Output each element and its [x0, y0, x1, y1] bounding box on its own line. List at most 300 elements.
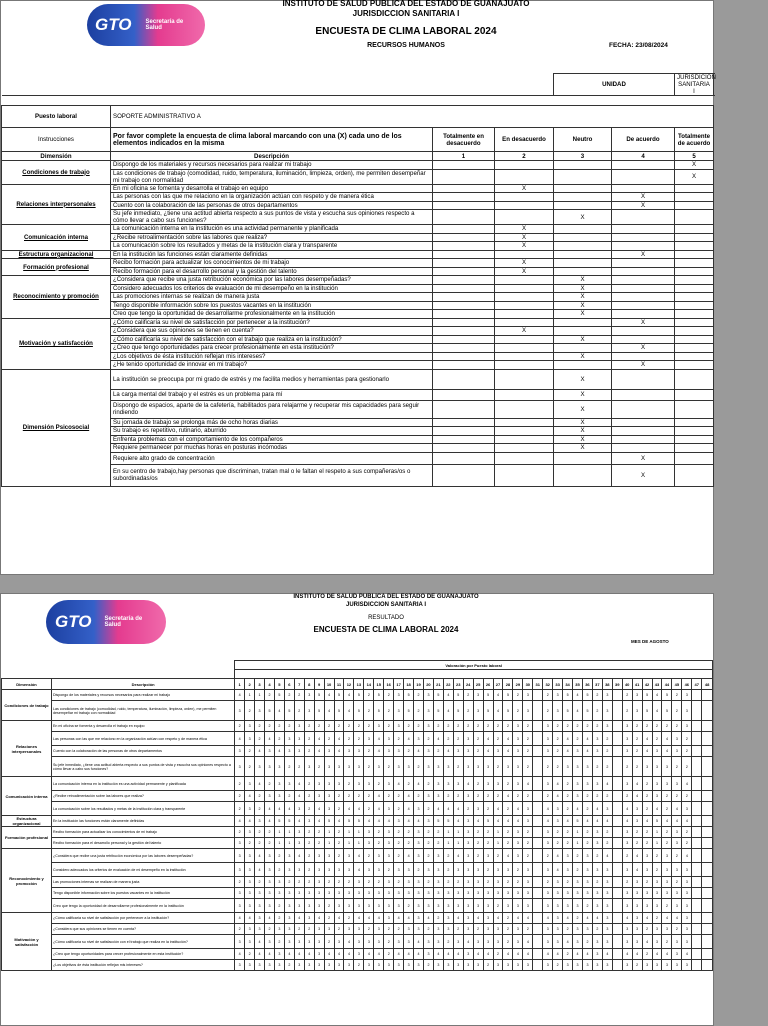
score-cell: 4	[543, 816, 553, 827]
rating-cell-1[interactable]	[433, 444, 495, 453]
score-cell: 4	[642, 816, 652, 827]
score-cell: 5	[503, 690, 513, 701]
rating-cell-2[interactable]	[495, 210, 554, 225]
score-cell: 5	[582, 690, 592, 701]
score-cell: 3	[374, 863, 384, 877]
score-cell: 3	[513, 838, 523, 849]
rating-cell-1[interactable]	[433, 335, 495, 344]
rating-cell-1[interactable]	[433, 310, 495, 319]
rating-cell-2[interactable]	[495, 310, 554, 319]
score-cell: 2	[652, 849, 662, 863]
rating-cell-4[interactable]	[612, 284, 675, 293]
score-cell: 3	[344, 960, 354, 971]
score-cell: 3	[324, 849, 334, 863]
rating-cell-5[interactable]	[675, 327, 714, 336]
score-cell: 3	[334, 863, 344, 877]
rating-cell-4[interactable]	[612, 259, 675, 268]
respondent-column-header: 25	[473, 679, 483, 690]
rating-cell-3[interactable]: X	[554, 352, 612, 361]
rating-cell-4[interactable]: X	[612, 318, 675, 327]
score-cell: 2	[602, 757, 612, 777]
score-cell: 2	[503, 935, 513, 949]
rating-cell-1[interactable]	[433, 301, 495, 310]
score-cell: 3	[245, 888, 255, 899]
score-cell: 3	[404, 935, 414, 949]
score-cell: 2	[672, 701, 682, 721]
rating-cell-1[interactable]	[433, 327, 495, 336]
score-cell: 2	[483, 802, 493, 816]
rating-cell-1[interactable]	[433, 344, 495, 353]
rating-cell-1[interactable]	[433, 361, 495, 370]
score-cell: 2	[602, 838, 612, 849]
score-cell: 2	[543, 849, 553, 863]
score-cell: 3	[592, 949, 602, 960]
rating-cell-2[interactable]: X	[495, 233, 554, 242]
score-cell: 2	[573, 721, 583, 732]
rating-cell-5[interactable]	[675, 201, 714, 210]
rating-cell-2[interactable]	[495, 389, 554, 400]
score-cell: 4	[443, 746, 453, 757]
item-description: ¿Cómo calificaría su nivel de satisfacción con el trabajo que realiza en la institución?	[111, 335, 433, 344]
rating-cell-5[interactable]	[675, 435, 714, 444]
score-cell: 3	[384, 827, 394, 838]
rating-cell-4[interactable]	[612, 418, 675, 427]
rating-cell-5[interactable]	[675, 193, 714, 202]
rating-cell-3[interactable]	[554, 267, 612, 276]
score-cell: 2	[334, 924, 344, 935]
rating-cell-2[interactable]	[495, 201, 554, 210]
score-cell: 2	[453, 791, 463, 802]
rating-cell-4[interactable]	[612, 369, 675, 389]
rating-cell-5[interactable]	[675, 259, 714, 268]
rating-cell-1[interactable]	[433, 161, 495, 170]
score-cell: 2	[304, 721, 314, 732]
rating-cell-3[interactable]	[554, 169, 612, 184]
rating-cell-5[interactable]	[675, 444, 714, 453]
score-cell: 2	[354, 960, 364, 971]
results-item-description: Tengo disponible información sobre los puestos vacantes en la institución	[52, 888, 235, 899]
score-cell: 3	[284, 888, 294, 899]
rating-cell-2[interactable]	[495, 284, 554, 293]
rating-cell-3[interactable]	[554, 464, 612, 486]
score-cell: 4	[632, 863, 642, 877]
score-cell: 2	[294, 690, 304, 701]
rating-cell-2[interactable]	[495, 361, 554, 370]
score-cell: 3	[334, 899, 344, 913]
score-cell: 3	[255, 899, 265, 913]
score-cell: 3	[433, 777, 443, 791]
rating-cell-4[interactable]	[612, 184, 675, 193]
rating-cell-1[interactable]	[433, 233, 495, 242]
score-cell: 2	[642, 777, 652, 791]
rating-cell-2[interactable]	[495, 427, 554, 436]
rating-cell-4[interactable]: X	[612, 344, 675, 353]
score-cell	[533, 949, 543, 960]
rating-cell-2[interactable]: X	[495, 267, 554, 276]
rating-cell-5[interactable]	[675, 184, 714, 193]
rating-cell-4[interactable]	[612, 435, 675, 444]
score-cell: 3	[682, 690, 692, 701]
score-cell: 2	[384, 791, 394, 802]
score-cell: 2	[284, 690, 294, 701]
respondent-column-header: 27	[493, 679, 503, 690]
score-cell: 3	[344, 899, 354, 913]
rating-cell-5[interactable]	[675, 335, 714, 344]
rating-cell-5[interactable]	[675, 427, 714, 436]
results-dimension-header: Dimensión	[2, 679, 52, 690]
results-dimension-cell: Estructura organizacional	[2, 816, 52, 827]
rating-cell-4[interactable]	[612, 444, 675, 453]
rating-cell-4[interactable]	[612, 267, 675, 276]
rating-cell-2[interactable]: X	[495, 327, 554, 336]
rating-cell-3[interactable]: X	[554, 284, 612, 293]
score-cell: 3	[632, 690, 642, 701]
rating-cell-3[interactable]	[554, 344, 612, 353]
rating-cell-2[interactable]	[495, 169, 554, 184]
rating-cell-5[interactable]	[675, 344, 714, 353]
rating-cell-2[interactable]	[495, 250, 554, 259]
score-cell: 4	[404, 791, 414, 802]
rating-cell-4[interactable]: X	[612, 193, 675, 202]
results-subtitle: RESULTADO	[368, 615, 404, 621]
score-cell: 2	[463, 690, 473, 701]
score-cell: 4	[344, 935, 354, 949]
rating-cell-2[interactable]	[495, 335, 554, 344]
rating-cell-1[interactable]	[433, 242, 495, 251]
score-cell: 3	[354, 935, 364, 949]
rating-cell-1[interactable]	[433, 389, 495, 400]
score-cell: 3	[274, 777, 284, 791]
rating-cell-3[interactable]: X	[554, 210, 612, 225]
rating-cell-2[interactable]: X	[495, 184, 554, 193]
score-cell: 5	[483, 701, 493, 721]
survey-table	[1, 73, 714, 487]
score-cell: 3	[324, 960, 334, 971]
score-cell: 4	[513, 816, 523, 827]
dimension-cell: Motivación y satisfacción	[2, 318, 111, 369]
rating-cell-1[interactable]	[433, 464, 495, 486]
score-cell: 3	[642, 849, 652, 863]
score-cell: 3	[394, 721, 404, 732]
score-cell: 3	[553, 701, 563, 721]
score-cell: 2	[553, 746, 563, 757]
score-cell: 3	[523, 690, 533, 701]
rating-cell-3[interactable]	[554, 161, 612, 170]
score-cell: 3	[414, 899, 424, 913]
score-cell: 3	[483, 913, 493, 924]
score-cell: 3	[294, 732, 304, 746]
rating-cell-3[interactable]: X	[554, 335, 612, 344]
rating-cell-5[interactable]	[675, 225, 714, 234]
rating-cell-2[interactable]	[495, 369, 554, 389]
score-cell: 3	[573, 888, 583, 899]
score-cell: 3	[235, 838, 245, 849]
rating-cell-5[interactable]	[675, 361, 714, 370]
rating-cell-1[interactable]	[433, 418, 495, 427]
rating-cell-4[interactable]	[612, 169, 675, 184]
rating-cell-3[interactable]	[554, 201, 612, 210]
rating-cell-2[interactable]	[495, 464, 554, 486]
rating-cell-2[interactable]	[495, 444, 554, 453]
rating-cell-5[interactable]	[675, 318, 714, 327]
rating-cell-2[interactable]	[495, 435, 554, 444]
rating-cell-1[interactable]	[433, 201, 495, 210]
score-cell: 2	[463, 721, 473, 732]
score-cell: 2	[632, 721, 642, 732]
rating-cell-3[interactable]: X	[554, 400, 612, 418]
rating-cell-2[interactable]: X	[495, 259, 554, 268]
results-row	[2, 721, 713, 732]
score-cell: 1	[443, 827, 453, 838]
rating-cell-4[interactable]	[612, 327, 675, 336]
rating-cell-5[interactable]	[675, 293, 714, 302]
score-cell: 2	[443, 877, 453, 888]
rating-cell-3[interactable]: X	[554, 276, 612, 285]
rating-cell-1[interactable]	[433, 184, 495, 193]
rating-cell-1[interactable]	[433, 210, 495, 225]
rating-cell-5[interactable]	[675, 267, 714, 276]
rating-cell-4[interactable]	[612, 233, 675, 242]
rating-cell-1[interactable]	[433, 452, 495, 464]
rating-cell-5[interactable]	[675, 369, 714, 389]
rating-cell-3[interactable]: X	[554, 389, 612, 400]
score-cell: 2	[334, 791, 344, 802]
respondent-column-header: 12	[344, 679, 354, 690]
rating-cell-3[interactable]	[554, 259, 612, 268]
score-cell	[702, 746, 713, 757]
score-cell	[612, 802, 622, 816]
rating-cell-3[interactable]	[554, 452, 612, 464]
rating-cell-4[interactable]	[612, 301, 675, 310]
rating-cell-4[interactable]: X	[612, 361, 675, 370]
respondent-column-header: 18	[404, 679, 414, 690]
score-cell: 3	[652, 924, 662, 935]
rating-cell-1[interactable]	[433, 225, 495, 234]
rating-cell-3[interactable]: X	[554, 418, 612, 427]
score-cell: 2	[493, 899, 503, 913]
score-cell: 4	[354, 849, 364, 863]
score-cell	[533, 732, 543, 746]
rating-cell-2[interactable]: X	[495, 225, 554, 234]
rating-cell-4[interactable]	[612, 276, 675, 285]
score-cell: 2	[573, 913, 583, 924]
score-cell: 3	[543, 924, 553, 935]
rating-cell-5[interactable]	[675, 210, 714, 225]
score-cell: 2	[672, 690, 682, 701]
score-cell: 2	[632, 757, 642, 777]
score-cell: 3	[453, 899, 463, 913]
score-cell: 5	[264, 701, 274, 721]
rating-cell-2[interactable]	[495, 352, 554, 361]
rating-cell-5[interactable]	[675, 389, 714, 400]
rating-cell-3[interactable]	[554, 225, 612, 234]
rating-cell-3[interactable]: X	[554, 310, 612, 319]
rating-cell-5[interactable]	[675, 452, 714, 464]
rating-cell-1[interactable]	[433, 352, 495, 361]
rating-cell-1[interactable]	[433, 318, 495, 327]
rating-cell-4[interactable]	[612, 400, 675, 418]
rating-cell-4[interactable]: X	[612, 452, 675, 464]
score-cell: 3	[622, 935, 632, 949]
rating-cell-1[interactable]	[433, 169, 495, 184]
respondent-column-header: 45	[672, 679, 682, 690]
rating-cell-2[interactable]	[495, 452, 554, 464]
rating-cell-1[interactable]	[433, 284, 495, 293]
score-cell: 3	[652, 888, 662, 899]
score-cell: 2	[652, 732, 662, 746]
rating-cell-1[interactable]	[433, 267, 495, 276]
rating-cell-4[interactable]	[612, 242, 675, 251]
rating-cell-5[interactable]	[675, 400, 714, 418]
rating-cell-5[interactable]	[675, 352, 714, 361]
score-cell: 2	[344, 913, 354, 924]
rating-cell-5[interactable]	[675, 310, 714, 319]
score-cell: 3	[473, 757, 483, 777]
rating-cell-1[interactable]	[433, 400, 495, 418]
item-description: Dispongo de espacios, aparte de la cafetería, habilitados para relajarme y recuperar mis capacidades para seguir rindiendo	[111, 400, 433, 418]
score-cell: 2	[334, 838, 344, 849]
score-cell: 3	[433, 960, 443, 971]
rating-cell-5[interactable]	[675, 464, 714, 486]
score-cell: 2	[423, 777, 433, 791]
score-cell: 2	[284, 721, 294, 732]
rating-cell-5[interactable]	[675, 418, 714, 427]
score-cell	[612, 949, 622, 960]
score-cell: 3	[264, 935, 274, 949]
score-cell	[533, 701, 543, 721]
rating-cell-3[interactable]	[554, 233, 612, 242]
score-cell: 1	[443, 838, 453, 849]
rating-cell-2[interactable]	[495, 301, 554, 310]
score-cell: 3	[463, 732, 473, 746]
respondent-column-header: 36	[582, 679, 592, 690]
rating-cell-3[interactable]	[554, 250, 612, 259]
rating-cell-1[interactable]	[433, 427, 495, 436]
score-cell: 3	[294, 899, 304, 913]
score-cell: 2	[423, 732, 433, 746]
rating-cell-3[interactable]: X	[554, 293, 612, 302]
position-label: Puesto laboral	[2, 106, 111, 128]
rating-cell-2[interactable]	[495, 193, 554, 202]
rating-cell-3[interactable]	[554, 327, 612, 336]
score-cell: 3	[622, 838, 632, 849]
rating-cell-1[interactable]	[433, 250, 495, 259]
respondent-column-header: 40	[622, 679, 632, 690]
score-cell: 2	[592, 791, 602, 802]
rating-cell-3[interactable]	[554, 193, 612, 202]
score-cell	[533, 746, 543, 757]
rating-cell-1[interactable]	[433, 369, 495, 389]
rating-cell-4[interactable]	[612, 335, 675, 344]
rating-cell-1[interactable]	[433, 193, 495, 202]
score-cell: 5	[334, 701, 344, 721]
rating-cell-5[interactable]	[675, 233, 714, 242]
rating-cell-3[interactable]: X	[554, 427, 612, 436]
score-cell	[612, 791, 622, 802]
score-cell: 3	[255, 701, 265, 721]
rating-cell-3[interactable]	[554, 318, 612, 327]
score-cell: 3	[354, 777, 364, 791]
rating-cell-4[interactable]	[612, 210, 675, 225]
score-cell	[702, 791, 713, 802]
rating-cell-2[interactable]	[495, 344, 554, 353]
score-cell: 3	[284, 849, 294, 863]
score-cell: 3	[294, 838, 304, 849]
score-cell: 3	[264, 877, 274, 888]
score-cell: 4	[344, 949, 354, 960]
rating-cell-3[interactable]: X	[554, 444, 612, 453]
rating-cell-5[interactable]	[675, 301, 714, 310]
rating-cell-4[interactable]: X	[612, 201, 675, 210]
rating-cell-3[interactable]: X	[554, 369, 612, 389]
rating-cell-3[interactable]: X	[554, 435, 612, 444]
rating-cell-4[interactable]	[612, 427, 675, 436]
rating-cell-2[interactable]	[495, 293, 554, 302]
score-cell: 3	[573, 899, 583, 913]
score-cell: 3	[384, 746, 394, 757]
rating-cell-3[interactable]: X	[554, 301, 612, 310]
score-cell: 3	[433, 791, 443, 802]
rating-cell-2[interactable]	[495, 276, 554, 285]
rating-cell-5[interactable]	[675, 284, 714, 293]
score-cell: 4	[235, 816, 245, 827]
rating-cell-2[interactable]: X	[495, 242, 554, 251]
survey-row	[2, 161, 714, 170]
rating-cell-4[interactable]	[612, 310, 675, 319]
rating-cell-4[interactable]	[612, 352, 675, 361]
rating-cell-4[interactable]: X	[612, 250, 675, 259]
score-cell: 1	[344, 827, 354, 838]
rating-cell-2[interactable]	[495, 161, 554, 170]
rating-cell-2[interactable]	[495, 418, 554, 427]
rating-cell-4[interactable]: X	[612, 464, 675, 486]
rating-cell-3[interactable]	[554, 242, 612, 251]
score-cell: 4	[652, 949, 662, 960]
score-cell: 5	[483, 690, 493, 701]
score-cell: 3	[573, 960, 583, 971]
score-cell: 3	[513, 935, 523, 949]
score-cell: 3	[563, 899, 573, 913]
rating-cell-5[interactable]	[675, 276, 714, 285]
rating-cell-1[interactable]	[433, 259, 495, 268]
rating-cell-1[interactable]	[433, 435, 495, 444]
rating-cell-2[interactable]	[495, 400, 554, 418]
rating-cell-3[interactable]	[554, 361, 612, 370]
score-cell: 4	[453, 949, 463, 960]
score-cell	[533, 863, 543, 877]
rating-cell-5[interactable]	[675, 250, 714, 259]
rating-cell-2[interactable]	[495, 318, 554, 327]
rating-cell-5[interactable]: X	[675, 161, 714, 170]
rating-cell-1[interactable]	[433, 293, 495, 302]
rating-cell-4[interactable]	[612, 225, 675, 234]
score-cell: 3	[493, 935, 503, 949]
rating-cell-4[interactable]	[612, 293, 675, 302]
score-cell: 1	[324, 827, 334, 838]
position-value: SOPORTE ADMINISTRATIVO A	[111, 106, 714, 128]
score-cell: 3	[235, 935, 245, 949]
rating-cell-4[interactable]	[612, 161, 675, 170]
score-cell: 2	[453, 732, 463, 746]
rating-cell-5[interactable]: X	[675, 169, 714, 184]
score-cell: 2	[235, 791, 245, 802]
rating-cell-5[interactable]	[675, 242, 714, 251]
score-cell: 5	[662, 701, 672, 721]
rating-cell-3[interactable]	[554, 184, 612, 193]
score-cell: 2	[453, 924, 463, 935]
rating-cell-4[interactable]	[612, 389, 675, 400]
rating-cell-1[interactable]	[433, 276, 495, 285]
